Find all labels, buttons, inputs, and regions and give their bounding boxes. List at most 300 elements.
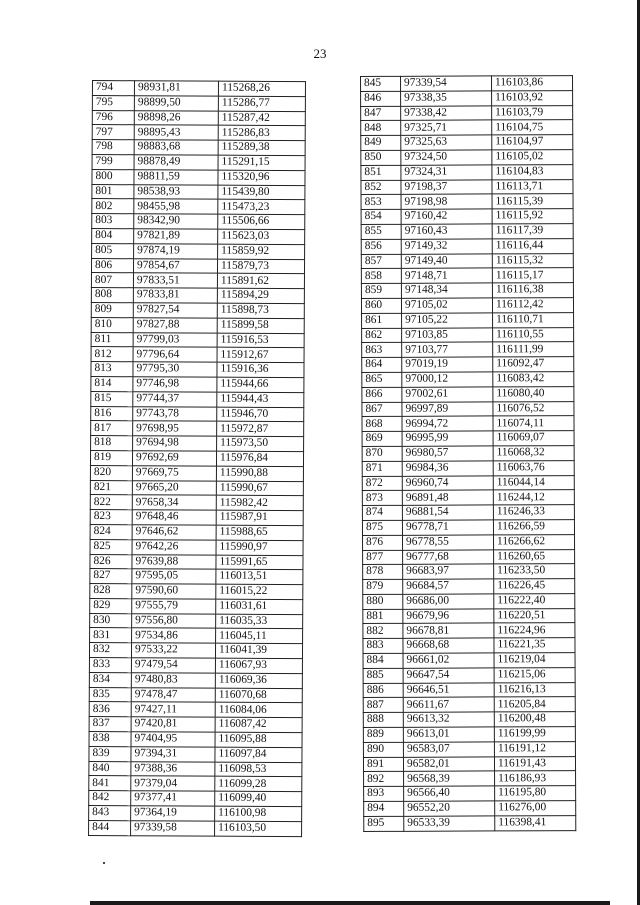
point-number-cell: 805 [92, 243, 134, 258]
y-coordinate-cell: 116116,38 [492, 283, 573, 298]
x-coordinate-cell: 98811,59 [134, 170, 218, 185]
table-row [91, 391, 304, 407]
table-row [91, 406, 304, 422]
point-number-cell: 836 [89, 702, 131, 717]
table-row [91, 362, 304, 378]
x-coordinate-cell: 97698,95 [133, 421, 217, 436]
y-coordinate-cell: 116069,36 [215, 673, 302, 688]
table-row [362, 342, 574, 358]
y-coordinate-cell: 115286,77 [218, 96, 305, 111]
table-row [363, 638, 575, 654]
table-row [89, 672, 302, 688]
table-row [89, 761, 302, 777]
table-row [364, 801, 576, 817]
y-coordinate-cell: 116110,71 [493, 312, 574, 327]
table-row [91, 288, 304, 304]
table-row [90, 584, 303, 600]
y-coordinate-cell: 116070,68 [215, 688, 302, 703]
coordinates-table-left-body [89, 81, 306, 837]
point-number-cell: 895 [364, 816, 404, 831]
x-coordinate-cell: 98895,43 [134, 125, 218, 140]
table-row [90, 495, 303, 511]
point-number-cell: 845 [361, 76, 401, 91]
x-coordinate-cell: 96778,55 [403, 535, 494, 550]
y-coordinate-cell: 116074,11 [493, 416, 574, 431]
table-row [361, 194, 573, 210]
table-row [91, 332, 304, 348]
point-number-cell: 830 [90, 613, 132, 628]
table-row [91, 273, 304, 289]
table-row [89, 658, 302, 674]
table-row [363, 712, 575, 728]
x-coordinate-cell: 97692,69 [132, 451, 216, 466]
table-row [363, 608, 575, 624]
point-number-cell: 878 [363, 565, 403, 580]
x-coordinate-cell: 97339,54 [401, 76, 492, 91]
x-coordinate-cell: 97339,58 [131, 821, 215, 836]
x-coordinate-cell: 97105,22 [402, 313, 493, 328]
y-coordinate-cell: 115287,42 [218, 111, 305, 126]
point-number-cell: 796 [92, 110, 134, 125]
table-row [90, 569, 303, 585]
x-coordinate-cell: 97105,02 [401, 298, 492, 313]
point-number-cell: 892 [364, 772, 404, 787]
y-coordinate-cell: 116199,99 [494, 727, 575, 742]
y-coordinate-cell: 116195,80 [495, 786, 576, 801]
point-number-cell: 829 [90, 598, 132, 613]
y-coordinate-cell: 115988,65 [216, 525, 303, 540]
x-coordinate-cell: 96997,89 [402, 401, 493, 416]
point-number-cell: 809 [91, 302, 133, 317]
table-row [363, 549, 575, 565]
y-coordinate-cell: 116221,35 [494, 638, 575, 653]
y-coordinate-cell: 115286,83 [218, 126, 305, 141]
point-number-cell: 853 [361, 195, 401, 210]
x-coordinate-cell: 96980,57 [402, 446, 493, 461]
y-coordinate-cell: 115916,36 [217, 362, 304, 377]
point-number-cell: 818 [91, 436, 133, 451]
table-row [90, 554, 303, 570]
y-coordinate-cell: 116115,92 [492, 209, 573, 224]
point-number-cell: 843 [89, 806, 131, 821]
y-coordinate-cell: 116219,04 [494, 653, 575, 668]
table-row [92, 81, 305, 97]
x-coordinate-cell: 97556,80 [132, 613, 216, 628]
y-coordinate-cell: 116244,12 [493, 490, 574, 505]
x-coordinate-cell: 96611,67 [403, 697, 494, 712]
point-number-cell: 867 [362, 402, 402, 417]
point-number-cell: 884 [363, 653, 403, 668]
x-coordinate-cell: 97198,98 [401, 194, 492, 209]
y-coordinate-cell: 116191,43 [494, 756, 575, 771]
y-coordinate-cell: 115439,80 [218, 185, 305, 200]
x-coordinate-cell: 97198,37 [401, 180, 492, 195]
x-coordinate-cell: 98878,49 [134, 155, 218, 170]
x-coordinate-cell: 96778,71 [402, 520, 493, 535]
y-coordinate-cell: 116233,50 [494, 564, 575, 579]
point-number-cell: 848 [361, 121, 401, 136]
table-row [364, 786, 576, 802]
table-row [90, 510, 303, 526]
table-row [91, 436, 304, 452]
y-coordinate-cell: 116113,71 [492, 179, 573, 194]
table-row [91, 258, 304, 274]
table-row [363, 653, 575, 669]
y-coordinate-cell: 116080,40 [493, 386, 574, 401]
y-coordinate-cell: 116104,97 [492, 135, 573, 150]
x-coordinate-cell: 97590,60 [132, 584, 216, 599]
point-number-cell: 808 [91, 288, 133, 303]
x-coordinate-cell: 96613,32 [403, 712, 494, 727]
point-number-cell: 866 [362, 387, 402, 402]
table-row [89, 746, 302, 762]
point-number-cell: 873 [362, 491, 402, 506]
table-row [361, 90, 573, 106]
page-number: 23 [313, 46, 327, 61]
x-coordinate-cell: 96679,96 [403, 609, 494, 624]
point-number-cell: 806 [91, 258, 133, 273]
y-coordinate-cell: 115623,03 [218, 229, 305, 244]
y-coordinate-cell: 115894,29 [217, 288, 304, 303]
point-number-cell: 838 [89, 732, 131, 747]
table-row [362, 416, 574, 432]
y-coordinate-cell: 115987,91 [216, 510, 303, 525]
scan-speck [103, 862, 105, 864]
table-row [362, 460, 574, 476]
table-row [90, 465, 303, 481]
y-coordinate-cell: 116115,39 [492, 194, 573, 209]
y-coordinate-cell: 116104,83 [492, 164, 573, 179]
x-coordinate-cell: 97827,88 [133, 317, 217, 332]
point-number-cell: 860 [361, 298, 401, 313]
point-number-cell: 844 [89, 820, 131, 835]
y-coordinate-cell: 116224,96 [494, 623, 575, 638]
x-coordinate-cell: 97103,77 [402, 342, 493, 357]
table-row [92, 95, 305, 111]
point-number-cell: 871 [362, 461, 402, 476]
table-row [363, 623, 575, 639]
point-number-cell: 879 [363, 579, 403, 594]
y-coordinate-cell: 116215,06 [494, 667, 575, 682]
point-number-cell: 794 [92, 81, 134, 96]
x-coordinate-cell: 97648,46 [132, 510, 216, 525]
y-coordinate-cell: 115916,53 [217, 333, 304, 348]
point-number-cell: 800 [92, 169, 134, 184]
y-coordinate-cell: 115879,73 [217, 259, 304, 274]
y-coordinate-cell: 116216,13 [494, 682, 575, 697]
x-coordinate-cell: 97000,12 [402, 372, 493, 387]
table-row [91, 317, 304, 333]
x-coordinate-cell: 96684,57 [403, 579, 494, 594]
y-coordinate-cell: 116103,86 [492, 76, 573, 91]
x-coordinate-cell: 97533,22 [131, 643, 215, 658]
point-number-cell: 868 [362, 417, 402, 432]
scan-edge-bottom [90, 901, 610, 905]
table-row [362, 490, 574, 506]
x-coordinate-cell: 97364,19 [131, 806, 215, 821]
point-number-cell: 801 [92, 184, 134, 199]
x-coordinate-cell: 97379,04 [131, 776, 215, 791]
table-row [361, 238, 573, 254]
point-number-cell: 854 [361, 209, 401, 224]
table-row [363, 756, 575, 772]
y-coordinate-cell: 116105,02 [492, 150, 573, 165]
point-number-cell: 855 [361, 224, 401, 239]
x-coordinate-cell: 97103,85 [402, 327, 493, 342]
x-coordinate-cell: 96995,99 [402, 431, 493, 446]
x-coordinate-cell: 96994,72 [402, 416, 493, 431]
point-number-cell: 811 [91, 332, 133, 347]
point-number-cell: 872 [362, 476, 402, 491]
y-coordinate-cell: 116076,52 [493, 401, 574, 416]
y-coordinate-cell: 116205,84 [494, 697, 575, 712]
x-coordinate-cell: 97555,79 [132, 599, 216, 614]
point-number-cell: 859 [361, 283, 401, 298]
point-number-cell: 815 [91, 391, 133, 406]
y-coordinate-cell: 115990,97 [216, 540, 303, 555]
point-number-cell: 813 [91, 362, 133, 377]
point-number-cell: 826 [90, 554, 132, 569]
table-row [364, 815, 576, 831]
table-row [363, 667, 575, 683]
table-row [361, 283, 573, 299]
point-number-cell: 886 [363, 683, 403, 698]
x-coordinate-cell: 97148,71 [401, 268, 492, 283]
point-number-cell: 882 [363, 624, 403, 639]
x-coordinate-cell: 97639,88 [132, 554, 216, 569]
table-row [362, 519, 574, 535]
table-row [92, 140, 305, 156]
y-coordinate-cell: 116067,93 [215, 658, 302, 673]
point-number-cell: 820 [90, 465, 132, 480]
table-row [362, 327, 574, 343]
table-row [363, 697, 575, 713]
table-row [362, 386, 574, 402]
y-coordinate-cell: 116087,42 [215, 717, 302, 732]
y-coordinate-cell: 116044,14 [493, 475, 574, 490]
table-row [361, 298, 573, 314]
y-coordinate-cell: 115899,58 [217, 318, 304, 333]
y-coordinate-cell: 115473,23 [218, 200, 305, 215]
table-row [362, 357, 574, 373]
y-coordinate-cell: 116103,50 [215, 821, 302, 836]
table-row [89, 732, 302, 748]
table-row [91, 302, 304, 318]
point-number-cell: 795 [92, 95, 134, 110]
x-coordinate-cell: 97669,75 [132, 465, 216, 480]
y-coordinate-cell: 116111,99 [493, 342, 574, 357]
point-number-cell: 877 [363, 550, 403, 565]
x-coordinate-cell: 97377,41 [131, 791, 215, 806]
y-coordinate-cell: 115291,15 [218, 155, 305, 170]
point-number-cell: 842 [89, 791, 131, 806]
table-row [363, 727, 575, 743]
x-coordinate-cell: 97799,03 [133, 332, 217, 347]
table-row [361, 164, 573, 180]
point-number-cell: 803 [92, 214, 134, 229]
y-coordinate-cell: 116084,06 [215, 703, 302, 718]
x-coordinate-cell: 97325,63 [401, 135, 492, 150]
y-coordinate-cell: 115982,42 [216, 495, 303, 510]
y-coordinate-cell: 116191,12 [494, 741, 575, 756]
x-coordinate-cell: 96683,97 [403, 564, 494, 579]
x-coordinate-cell: 97743,78 [133, 406, 217, 421]
y-coordinate-cell: 116100,98 [215, 806, 302, 821]
y-coordinate-cell: 115973,50 [217, 436, 304, 451]
x-coordinate-cell: 96583,07 [403, 742, 494, 757]
table-row [92, 169, 305, 185]
point-number-cell: 857 [361, 254, 401, 269]
point-number-cell: 833 [89, 658, 131, 673]
point-number-cell: 889 [363, 727, 403, 742]
table-row [89, 776, 302, 792]
x-coordinate-cell: 96881,54 [402, 505, 493, 520]
y-coordinate-cell: 116031,61 [216, 599, 303, 614]
y-coordinate-cell: 116045,11 [216, 629, 303, 644]
x-coordinate-cell: 97478,47 [131, 687, 215, 702]
point-number-cell: 880 [363, 594, 403, 609]
table-row [92, 199, 305, 215]
table-row [361, 253, 573, 269]
point-number-cell: 865 [362, 372, 402, 387]
table-row [90, 539, 303, 555]
x-coordinate-cell: 97324,31 [401, 165, 492, 180]
point-number-cell: 810 [91, 317, 133, 332]
x-coordinate-cell: 97427,11 [131, 702, 215, 717]
table-row [91, 421, 304, 437]
x-coordinate-cell: 96568,39 [404, 771, 495, 786]
table-row [362, 505, 574, 521]
point-number-cell: 799 [92, 154, 134, 169]
table-row [89, 643, 302, 659]
y-coordinate-cell: 116220,51 [494, 608, 575, 623]
point-number-cell: 883 [363, 639, 403, 654]
y-coordinate-cell: 116117,39 [492, 224, 573, 239]
x-coordinate-cell: 97744,37 [133, 391, 217, 406]
table-row [362, 372, 574, 388]
point-number-cell: 869 [362, 431, 402, 446]
x-coordinate-cell: 98931,81 [134, 81, 218, 96]
point-number-cell: 817 [91, 421, 133, 436]
point-number-cell: 852 [361, 180, 401, 195]
table-row [364, 771, 576, 787]
point-number-cell: 839 [89, 746, 131, 761]
point-number-cell: 812 [91, 347, 133, 362]
x-coordinate-cell: 98898,26 [134, 110, 218, 125]
point-number-cell: 807 [91, 273, 133, 288]
point-number-cell: 876 [363, 535, 403, 550]
point-number-cell: 858 [361, 269, 401, 284]
x-coordinate-cell: 96552,20 [404, 801, 495, 816]
point-number-cell: 804 [92, 228, 134, 243]
x-coordinate-cell: 97338,35 [401, 91, 492, 106]
y-coordinate-cell: 115991,65 [216, 555, 303, 570]
y-coordinate-cell: 116015,22 [216, 584, 303, 599]
point-number-cell: 814 [91, 376, 133, 391]
x-coordinate-cell: 96582,01 [403, 757, 494, 772]
table-row [89, 820, 302, 836]
table-row [362, 445, 574, 461]
x-coordinate-cell: 97002,61 [402, 387, 493, 402]
point-number-cell: 841 [89, 776, 131, 791]
y-coordinate-cell: 116186,93 [495, 771, 576, 786]
y-coordinate-cell: 116099,28 [215, 777, 302, 792]
table-row [92, 110, 305, 126]
y-coordinate-cell: 116276,00 [495, 801, 576, 816]
point-number-cell: 846 [361, 91, 401, 106]
x-coordinate-cell: 97160,42 [401, 209, 492, 224]
x-coordinate-cell: 97665,20 [132, 480, 216, 495]
y-coordinate-cell: 115289,38 [218, 140, 305, 155]
y-coordinate-cell: 116092,47 [493, 357, 574, 372]
table-row [89, 791, 302, 807]
table-row [92, 125, 305, 141]
x-coordinate-cell: 97595,05 [132, 569, 216, 584]
point-number-cell: 831 [90, 628, 132, 643]
point-number-cell: 827 [90, 569, 132, 584]
x-coordinate-cell: 96678,81 [403, 623, 494, 638]
table-row [361, 268, 573, 284]
x-coordinate-cell: 97338,42 [401, 106, 492, 121]
point-number-cell: 828 [90, 584, 132, 599]
table-row [362, 401, 574, 417]
table-row [89, 806, 302, 822]
y-coordinate-cell: 115268,26 [218, 81, 305, 96]
table-row [361, 179, 573, 195]
x-coordinate-cell: 97480,83 [131, 673, 215, 688]
y-coordinate-cell: 116068,32 [493, 445, 574, 460]
table-row [90, 598, 303, 614]
table-row [90, 613, 303, 629]
y-coordinate-cell: 116103,79 [492, 105, 573, 120]
table-row [91, 376, 304, 392]
point-number-cell: 823 [90, 510, 132, 525]
y-coordinate-cell: 115859,92 [218, 244, 305, 259]
point-number-cell: 863 [362, 343, 402, 358]
point-number-cell: 825 [90, 539, 132, 554]
y-coordinate-cell: 116110,55 [493, 327, 574, 342]
y-coordinate-cell: 116222,40 [494, 593, 575, 608]
x-coordinate-cell: 96661,02 [403, 653, 494, 668]
x-coordinate-cell: 97019,19 [402, 357, 493, 372]
y-coordinate-cell: 116115,17 [492, 268, 573, 283]
point-number-cell: 797 [92, 125, 134, 140]
point-number-cell: 874 [362, 505, 402, 520]
point-number-cell: 851 [361, 165, 401, 180]
table-row [361, 76, 573, 92]
y-coordinate-cell: 116116,44 [492, 238, 573, 253]
table-row [363, 593, 575, 609]
table-row [92, 243, 305, 259]
table-row [361, 224, 573, 240]
y-coordinate-cell: 116112,42 [492, 298, 573, 313]
x-coordinate-cell: 96646,51 [403, 683, 494, 698]
y-coordinate-cell: 115946,70 [217, 407, 304, 422]
x-coordinate-cell: 97833,51 [133, 273, 217, 288]
y-coordinate-cell: 116200,48 [494, 712, 575, 727]
table-row [363, 682, 575, 698]
x-coordinate-cell: 97420,81 [131, 717, 215, 732]
table-row [90, 628, 303, 644]
x-coordinate-cell: 96686,00 [403, 594, 494, 609]
point-number-cell: 894 [364, 801, 404, 816]
point-number-cell: 850 [361, 150, 401, 165]
x-coordinate-cell: 97394,31 [131, 747, 215, 762]
x-coordinate-cell: 97694,98 [133, 436, 217, 451]
point-number-cell: 864 [362, 357, 402, 372]
coordinates-table-right-body [361, 76, 576, 832]
y-coordinate-cell: 116246,33 [493, 505, 574, 520]
